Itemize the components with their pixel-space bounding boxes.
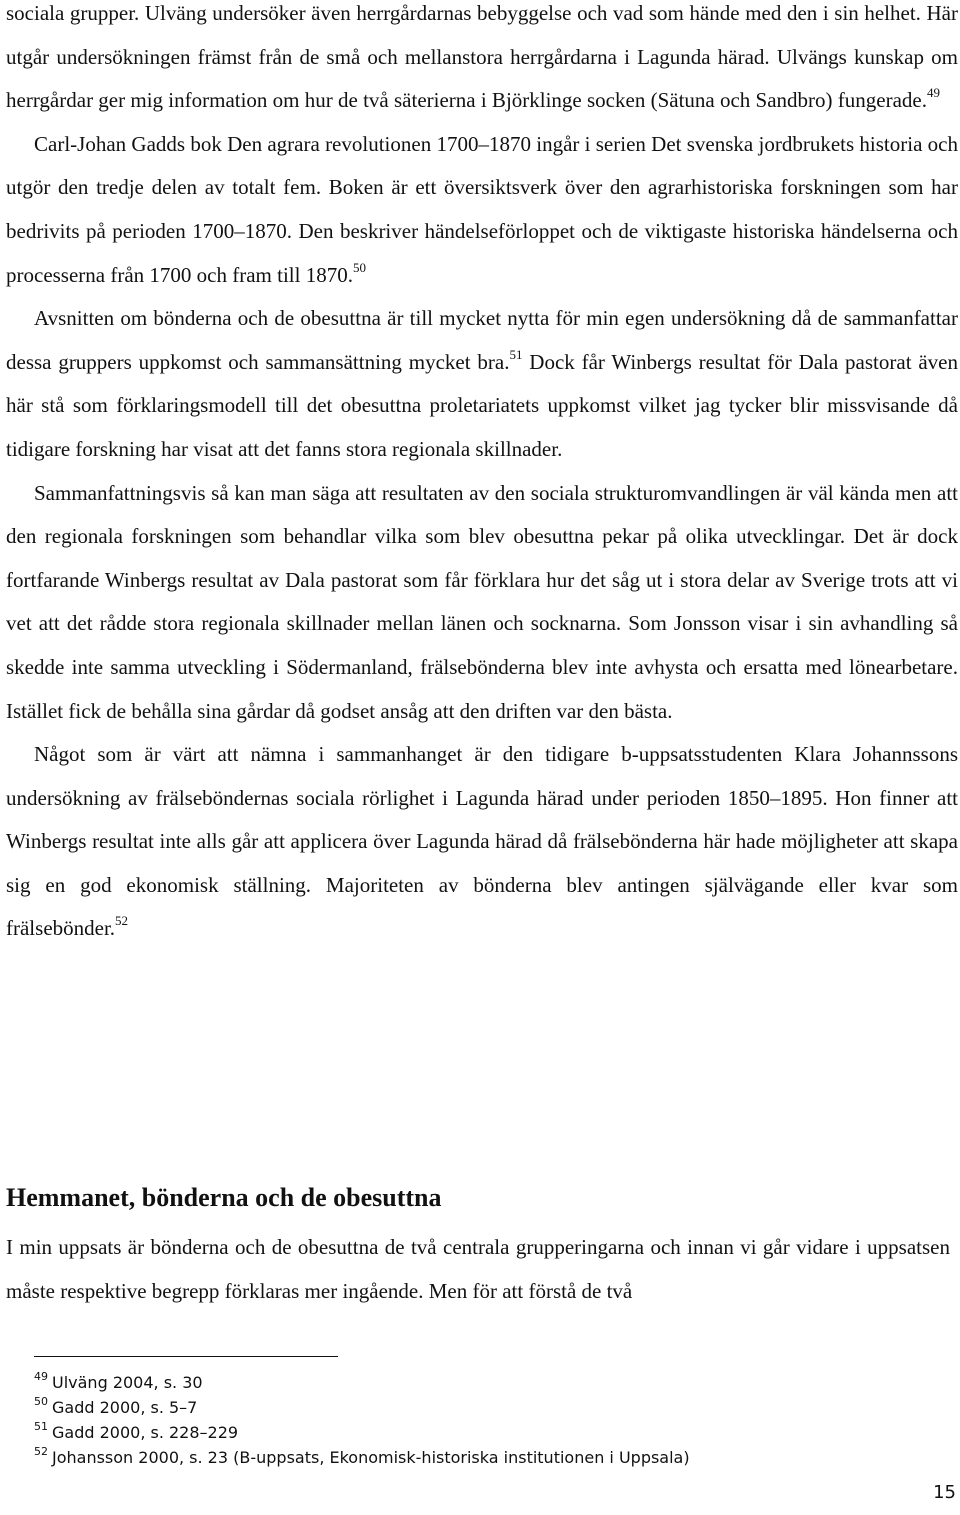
footnote-number: 52 <box>34 1444 48 1458</box>
footnote-number: 51 <box>34 1419 48 1433</box>
footnote-item <box>34 1420 690 1445</box>
footnote-list <box>34 1370 690 1470</box>
paragraph-3 <box>6 297 958 471</box>
footnote-item <box>34 1445 690 1470</box>
paragraph-2 <box>6 123 958 297</box>
paragraph-text-continued: Dock får Winbergs resultat för Dala pastorat även här stå som förklaringsmodell till det obesuttna proletariatets uppkomst vilket jag tycker blir missvisande då tidigare forskning har visat att det fanns stora regionala skillnader. <box>6 349 958 461</box>
paragraph-5 <box>6 733 958 951</box>
footnote-separator <box>34 1356 338 1357</box>
paragraph-text: Avsnitten om bönderna och de obesuttna är till mycket nytta för min egen undersökning då de sammanfattar dessa gruppers uppkomst och sammansättning mycket bra. <box>6 306 958 374</box>
footnote-reference: 49 <box>926 85 940 101</box>
page-number: 15 <box>933 1482 956 1503</box>
section-heading: Hemmanet, bönderna och de obesuttna <box>6 1183 442 1212</box>
footnote-text: Ulväng 2004, s. 30 <box>52 1373 203 1392</box>
footnote-item <box>34 1395 690 1420</box>
footnote-item <box>34 1370 690 1395</box>
footnote-reference: 51 <box>509 346 523 362</box>
footnote-text: Gadd 2000, s. 5–7 <box>52 1398 198 1417</box>
paragraph-1 <box>6 0 958 123</box>
paragraph-text: Carl-Johan Gadds bok Den agrara revolutionen 1700–1870 ingår i serien Det svenska jordbrukets historia och utgör den tredje delen av totalt fem. Boken är ett översiktsverk över den agrarhistoriska forskningen som har bedrivits på perioden 1700–1870. Den beskriver händelseförloppet och de viktigaste historiska händelserna och processerna från 1700 och fram till 1870. <box>6 131 958 287</box>
footnote-number: 49 <box>34 1369 48 1383</box>
paragraph-4 <box>6 472 958 734</box>
body-text <box>6 0 958 951</box>
footnote-number: 50 <box>34 1394 48 1408</box>
paragraph-text: Sammanfattningsvis så kan man säga att resultaten av den sociala strukturomvandlingen är väl kända men att den regionala forskningen som behandlar vilka som blev obesuttna pekar på olika utvecklingar. Det är dock fortfarande Winbergs resultat av Dala pastorat som får förklara hur det såg ut i stora delar av Sverige trots att vi vet att det rådde stora regionala skillnader mellan länen och socknarna. Som Jonsson visar i sin avhandling så skedde inte samma utveckling i Södermanland, frälsebönderna blev inte avhysta och ersatta med lönearbetare. Istället fick de behålla sina gårdar då godset ansåg att den driften var den bästa. <box>6 480 958 723</box>
footnote-reference: 50 <box>352 259 366 275</box>
footnote-text: Gadd 2000, s. 228–229 <box>52 1423 239 1442</box>
footnote-reference: 52 <box>115 913 129 929</box>
section-paragraph: I min uppsats är bönderna och de obesuttna de två centrala grupperingarna och innan vi går vidare i uppsatsen måste respektive begrepp förklaras mer ingående. Men för att förstå de två <box>6 1235 950 1303</box>
footnote-text: Johansson 2000, s. 23 (B-uppsats, Ekonomisk-historiska institutionen i Uppsala) <box>52 1448 690 1467</box>
paragraph-text: Något som är värt att nämna i sammanhanget är den tidigare b-uppsatsstudenten Klara Johannssons undersökning av frälseböndernas sociala rörlighet i Lagunda härad under perioden 1850–1895. Hon finner att Winbergs resultat inte alls går att applicera över Lagunda härad då frälsebönderna här hade möjligheter att skapa sig en god ekonomisk ställning. Majoriteten av bönderna blev antingen självägande eller kvar som frälsebönder. <box>6 742 958 941</box>
paragraph-text: sociala grupper. Ulväng undersöker även herrgårdarnas bebyggelse och vad som hände med den i sin helhet. Här utgår undersökningen främst från de små och mellanstora herrgårdarna i Lagunda härad. Ulvängs kunskap om herrgårdar ger mig information om hur de två säterierna i Björklinge socken (Sätuna och Sandbro) fungerade. <box>6 1 958 113</box>
